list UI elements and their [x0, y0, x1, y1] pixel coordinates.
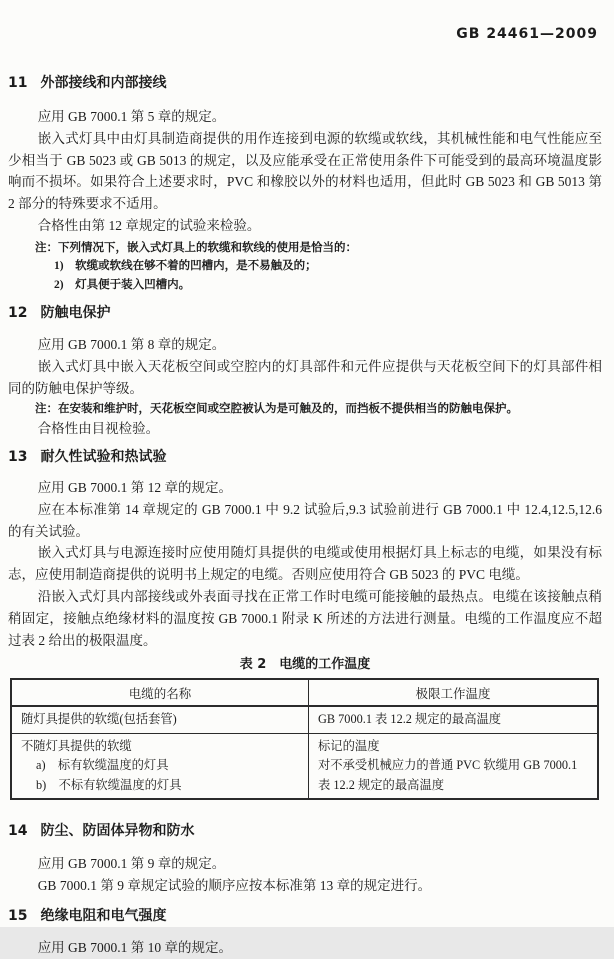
- section-13-heading: [8, 446, 602, 466]
- section-14-title: 防尘、防固体异物和防水: [40, 823, 195, 840]
- section-14-number: 14: [8, 823, 28, 840]
- column-header-limit-temperature: 极限工作温度: [309, 679, 599, 706]
- paragraph: 嵌入式灯具中嵌入天花板空间或空腔内的灯具部件和元件应提供与天花板空间下的灯具部件相同的防触电保护等级。: [8, 359, 602, 396]
- paragraph: 应用 GB 7000.1 第 12 章的规定。: [37, 479, 232, 495]
- table2-caption: 表 2 电缆的工作温度: [239, 657, 371, 673]
- paragraph: 沿嵌入式灯具内部接线或外表面寻找在正常工作时电缆可能接触的最热点。电缆在该接触点稍稍固定，接触点绝缘材料的温度按 GB 7000.1 附录 K 所述的方法进行测量。电缆的工作温度应不超过表 2 给出的极限温度。: [8, 588, 602, 648]
- cell-cable-not-supplied-limit: [309, 733, 599, 799]
- paragraph: 嵌入式灯具中由灯具制造商提供的用作连接到电源的软缆或软线，其机械性能和电气性能应至少相当于 GB 5023 或 GB 5013 的规定，以及应能承受在正常使用条件下可能受到的最高环境温度影响而不损坏。如果符合上述要求时，PVC 和橡胶以外的材料也适用，但此时 GB 5023 和 GB 5013 第 2 部分的特殊要求不适用。: [8, 130, 602, 212]
- section-12-number: 12: [8, 305, 28, 322]
- section-13-title: 耐久性试验和热试验: [40, 448, 167, 465]
- table-row: [11, 733, 598, 799]
- paragraph: 嵌入式灯具与电源连接时应使用随灯具提供的电缆或使用根据灯具上标志的电缆，如果没有标志，应使用制造商提供的说明书上规定的电缆。否则应使用符合 GB 5023 的 PVC 电缆。: [8, 545, 602, 583]
- paragraph: 合格性由目视检验。: [37, 421, 160, 437]
- cell-cable-not-supplied: [11, 733, 309, 799]
- section-15-heading: [8, 905, 602, 925]
- cell-line: 对不承受机械应力的普通 PVC 软缆用 GB 7000.1 表 12.2 规定的最高温度: [318, 758, 578, 792]
- section-12-title: 防触电保护: [40, 305, 111, 322]
- note-item: 1) 软缆或软线在够不着的凹槽内，是不易触及的；: [54, 260, 317, 273]
- cell-line: b) 不标有软缆温度的灯具: [36, 777, 182, 792]
- table-row: [11, 706, 598, 733]
- table-header-row: [11, 679, 598, 706]
- cell-line: 标记的温度: [318, 738, 380, 753]
- section-15-title: 绝缘电阻和电气强度: [40, 907, 167, 924]
- section-14-heading: [8, 820, 602, 840]
- paragraph: GB 7000.1 第 9 章规定试验的顺序应按本标准第 13 章的规定进行。: [37, 878, 432, 894]
- column-header-cable-name: 电缆的名称: [11, 679, 309, 706]
- paragraph: 应用 GB 7000.1 第 10 章的规定。: [37, 939, 232, 955]
- paragraph: 合格性由第 12 章规定的试验来检验。: [37, 217, 261, 233]
- cell-cable-supplied: 随灯具提供的软缆(包括套管): [11, 706, 309, 733]
- paragraph: 应用 GB 7000.1 第 9 章的规定。: [37, 856, 226, 872]
- note-item: 2) 灯具便于装入凹槽内。: [54, 278, 191, 291]
- section-11-number: 11: [8, 75, 28, 91]
- doc-header: [8, 26, 602, 42]
- cell-cable-supplied-limit: GB 7000.1 表 12.2 规定的最高温度: [309, 706, 599, 733]
- note: 注：在安装和维护时，天花板空间或空腔被认为是可触及的，而挡板不提供相当的防触电保护。: [35, 402, 518, 415]
- section-11-title: 外部接线和内部接线: [40, 75, 167, 91]
- doc-code: GB 24461—2009: [456, 26, 598, 42]
- cable-temperature-table: [10, 678, 599, 800]
- cell-line: 不随灯具提供的软缆: [21, 738, 132, 753]
- paragraph: 应用 GB 7000.1 第 5 章的规定。: [37, 109, 226, 124]
- section-15-number: 15: [8, 907, 28, 924]
- paragraph: 应用 GB 7000.1 第 8 章的规定。: [37, 337, 226, 353]
- paragraph: 应在本标准第 14 章规定的 GB 7000.1 中 9.2 试验后,9.3 试验前进行 GB 7000.1 中 12.4,12.5,12.6 的有关试验。: [8, 501, 602, 539]
- note: 注：下列情况下，嵌入式灯具上的软缆和软线的使用是恰当的：: [35, 241, 357, 254]
- section-13-number: 13: [8, 448, 28, 465]
- section-12-heading: [8, 302, 602, 322]
- section-11-heading: [8, 72, 602, 92]
- cell-line: a) 标有软缆温度的灯具: [36, 758, 169, 773]
